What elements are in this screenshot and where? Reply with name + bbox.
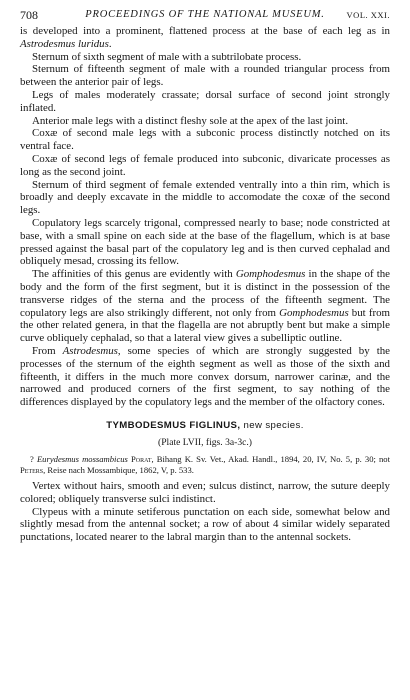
paragraph: Sternum of third segment of female extended ventrally into a thin rim, which is broadly and deeply excavate in the middle to accomodate the coxæ of the second legs. [20,178,390,217]
volume-label: VOL. XXI. [346,10,390,20]
affinities-paragraph: The affinities of this genus are evidently with Gomphodesmus in the shape of the body and the form of the first segment, but it is distinct in the possession of the transverse ridges of the sterna and the process of the fifteenth segment. The copulatory legs are also strikingly different, not only from Gomphodesmus but from the other related genera, in that the flagella are not abruptly bent but make a simple curve obliquely cephalad, so that a lateral view gives a subelliptic outline. [20,268,390,345]
paragraph: Anterior male legs with a distinct fleshy sole at the apex of the last joint. [32,114,349,127]
paragraph: Sternum of sixth segment of male with a subtrilobate process. [32,50,302,63]
paragraph: Legs of males moderately crassate; dorsal surface of second joint strongly inflated. [20,88,390,114]
paragraph: Coxæ of second legs of female produced into subconic, divaricate processes as long as the second joint. [20,152,390,178]
species-heading: TYMBODESMUS FIGLINUS, new species. [106,419,304,431]
running-header [20,7,390,23]
paragraph: Copulatory legs scarcely trigonal, compressed nearly to base; node constricted at base, with a small spine on each side at the base of the flagellum, which is at base pressed against the basal part of the copulatory leg and is then curved cephalad and obliquely mesad, crossing its fellow. [20,216,390,268]
description-paragraph: Vertex without hairs, smooth and even; sulcus distinct, narrow, the suture deeply colored; obliquely transverse sulci indistinct. [20,479,390,505]
paragraph: Sternum of fifteenth segment of male with a rounded triangular process from between the anterior pair of legs. [20,63,390,89]
running-title: PROCEEDINGS OF THE NATIONAL MUSEUM. [85,9,325,20]
paragraph: is developed into a prominent, flattened process at the base of each leg as in Astrodesmus luridus. [20,25,390,50]
synonymy: ? Eurydesmus mossambicus Porat, Bihang K. Sv. Vet., Akad. Handl., 1894, 20, IV, No. 5, p. 30; not Peters, Reise nach Mossambique, 1862, V, p. 533. [20,453,390,475]
paragraph: Coxæ of second male legs with a subconic process distinctly notched on its ventral face. [20,127,390,153]
plate-reference: (Plate LVII, figs. 3a-3c.) [158,436,252,448]
description-paragraph: Clypeus with a minute setiferous punctation on each side, somewhat below and slightly mesad from the antennal socket; a row of about 4 similar widely separated punctations, located nearer to the labral margin than to the antennal sockets. [20,505,390,544]
page-number: 708 [20,8,38,22]
astrodesmus-paragraph: From Astrodesmus, some species of which are strongly suggested by the processes of the sternum of the eighth segment as well as those of the sixth and fifteenth, it differs in the much more convex dorsum, narrower carinæ, and the narrowed and produced corners of the first segment, to say nothing of the differences displayed by the copulatory legs and the member of the olfactory cones. [20,344,390,409]
